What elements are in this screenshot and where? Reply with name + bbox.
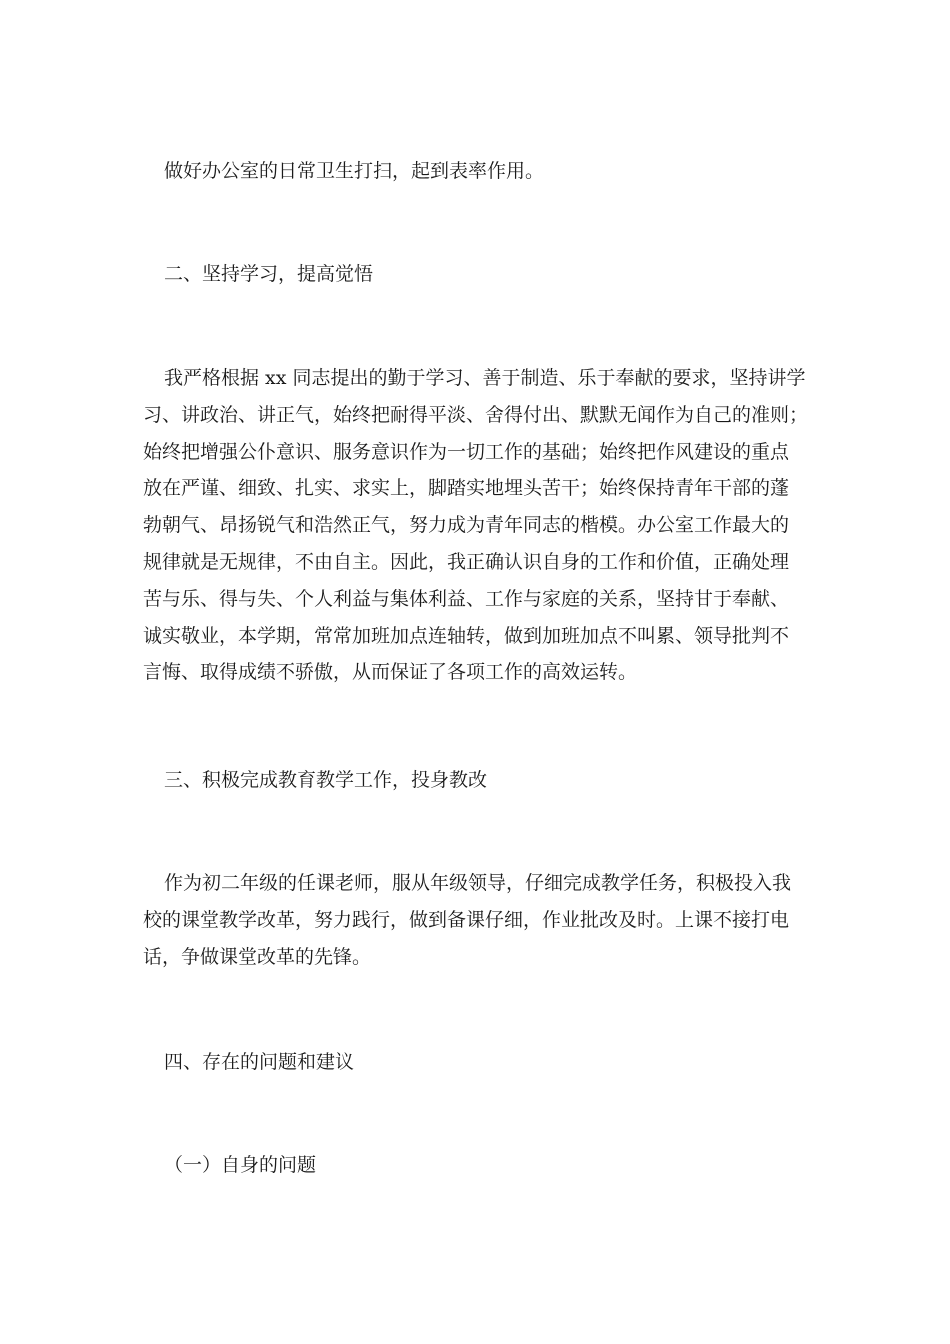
- paragraph-teaching: [143, 865, 803, 975]
- section-heading-problems: 四、存在的问题和建议: [164, 1051, 355, 1073]
- paragraph-line: 我严格根据 xx 同志提出的勤于学习、善于制造、乐于奉献的要求，坚持讲学: [164, 367, 806, 389]
- paragraph-line: 放在严谨、细致、扎实、求实上，脚踏实地埋头苦干；始终保持青年干部的蓬: [143, 477, 790, 500]
- paragraph-line: 诚实敬业，本学期，常常加班加点连轴转，做到加班加点不叫累、领导批判不: [143, 624, 790, 647]
- paragraph-line: 作为初二年级的任课老师，服从年级领导，仔细完成教学任务，积极投入我: [164, 872, 792, 894]
- paragraph-study: [143, 360, 809, 691]
- subsection-heading-own-problems: （一）自身的问题: [164, 1154, 317, 1176]
- paragraph-line: 校的课堂教学改革，努力践行，做到备课仔细，作业批改及时。上课不接打电: [143, 908, 790, 931]
- paragraph-line: 言悔、取得成绩不骄傲，从而保证了各项工作的高效运转。: [143, 661, 638, 684]
- paragraph-line: 苦与乐、得与失、个人利益与集体利益、工作与家庭的关系，坚持甘于奉献、: [143, 587, 790, 610]
- paragraph-line: 勃朝气、昂扬锐气和浩然正气，努力成为青年同志的楷模。办公室工作最大的: [143, 514, 790, 537]
- paragraph-line: 规律就是无规律，不由自主。因此，我正确认识自身的工作和价值，正确处理: [143, 550, 790, 573]
- section-heading-study: 二、坚持学习，提高觉悟: [164, 263, 374, 285]
- section-heading-teaching: 三、积极完成教育教学工作，投身教改: [164, 769, 488, 791]
- paragraph-office-hygiene: 做好办公室的日常卫生打扫，起到表率作用。: [164, 160, 545, 182]
- paragraph-line: 话，争做课堂改革的先锋。: [143, 945, 372, 968]
- paragraph-line: 习、讲政治、讲正气，始终把耐得平淡、舍得付出、默默无闻作为自己的准则；: [143, 403, 809, 426]
- paragraph-line: 始终把增强公仆意识、服务意识作为一切工作的基础；始终把作风建设的重点: [143, 440, 790, 463]
